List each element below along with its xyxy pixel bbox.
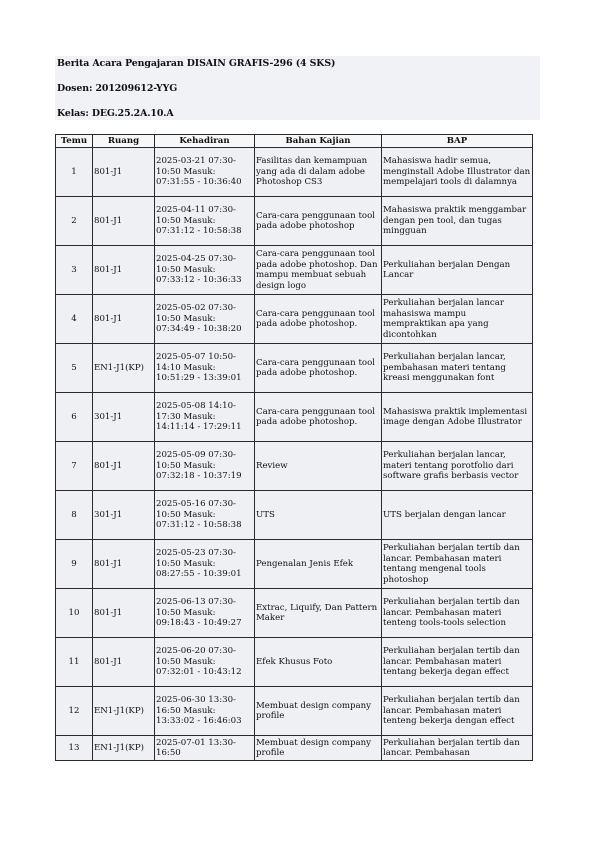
cell-bahan-kajian: Efek Khusus Foto xyxy=(255,638,382,687)
cell-temu: 8 xyxy=(56,491,93,540)
cell-bap: Perkuliahan berjalan lancar mahasiswa mampu mempraktikan apa yang dicontohkan xyxy=(382,295,533,344)
cell-ruang: EN1-J1(KP) xyxy=(93,736,155,761)
table-header-row xyxy=(56,135,533,148)
cell-ruang: 801-J1 xyxy=(93,638,155,687)
cell-bap: Mahasiswa hadir semua, menginstall Adobe Illustrator dan mempelajari tools di dalamnya xyxy=(382,148,533,197)
cell-kehadiran: 2025-04-11 07:30-10:50 Masuk: 07:31:12 - 10:58:38 xyxy=(155,197,255,246)
table-row xyxy=(56,687,533,736)
cell-ruang: 301-J1 xyxy=(93,393,155,442)
table-row xyxy=(56,197,533,246)
cell-kehadiran: 2025-05-16 07:30-10:50 Masuk: 07:31:12 - 10:58:38 xyxy=(155,491,255,540)
table-row xyxy=(56,589,533,638)
cell-bahan-kajian: Membuat design company profile xyxy=(255,736,382,761)
table-row xyxy=(56,344,533,393)
cell-kehadiran: 2025-05-07 10:50-14:10 Masuk: 10:51:29 - 13:39:01 xyxy=(155,344,255,393)
cell-ruang: 801-J1 xyxy=(93,148,155,197)
cell-bahan-kajian: Extrac, Liquify, Dan Pattern Maker xyxy=(255,589,382,638)
cell-bap: Mahasiswa praktik menggambar dengan pen tool, dan tugas mingguan xyxy=(382,197,533,246)
cell-kehadiran: 2025-07-01 13:30-16:50 xyxy=(155,736,255,761)
cell-temu: 7 xyxy=(56,442,93,491)
cell-bap: Perkuliahan berjalan Dengan Lancar xyxy=(382,246,533,295)
cell-bap: Perkuliahan berjalan lancar, materi tentang porotfolio dari software grafis berbasis vector xyxy=(382,442,533,491)
cell-temu: 9 xyxy=(56,540,93,589)
cell-bap: Perkuliahan berjalan tertib dan lancar. Pembahasan xyxy=(382,736,533,761)
cell-kehadiran: 2025-06-20 07:30-10:50 Masuk: 07:32:01 - 10:43:12 xyxy=(155,638,255,687)
cell-kehadiran: 2025-06-30 13:30-16:50 Masuk: 13:33:02 - 16:46:03 xyxy=(155,687,255,736)
cell-bap: UTS berjalan dengan lancar xyxy=(382,491,533,540)
cell-bahan-kajian: UTS xyxy=(255,491,382,540)
column-header-temu: Temu xyxy=(56,135,93,148)
cell-temu: 11 xyxy=(56,638,93,687)
cell-temu: 3 xyxy=(56,246,93,295)
cell-kehadiran: 2025-05-23 07:30-10:50 Masuk: 08:27:55 - 10:39:01 xyxy=(155,540,255,589)
cell-kehadiran: 2025-05-02 07:30-10:50 Masuk: 07:34:49 - 10:38:20 xyxy=(155,295,255,344)
cell-bahan-kajian: Cara-cara penggunaan tool pada adobe photoshop xyxy=(255,197,382,246)
teaching-record-table xyxy=(55,134,533,761)
cell-bahan-kajian: Cara-cara penggunaan tool pada adobe photoshop. xyxy=(255,295,382,344)
table-row xyxy=(56,295,533,344)
table-row xyxy=(56,393,533,442)
cell-ruang: 801-J1 xyxy=(93,589,155,638)
cell-ruang: 801-J1 xyxy=(93,295,155,344)
cell-bap: Perkuliahan berjalan tertib dan lancar. Pembahasan materi tenteng tools-tools selection xyxy=(382,589,533,638)
table-row xyxy=(56,148,533,197)
table-row xyxy=(56,540,533,589)
cell-bahan-kajian: Review xyxy=(255,442,382,491)
cell-bap: Perkuliahan berjalan tertib dan lancar. Pembahasan materi tenteng bekerja dengan effect xyxy=(382,687,533,736)
cell-ruang: 801-J1 xyxy=(93,197,155,246)
cell-ruang: 301-J1 xyxy=(93,491,155,540)
cell-bap: Mahasiswa praktik implementasi image dengan Adobe Illustrator xyxy=(382,393,533,442)
column-header-ruang: Ruang xyxy=(93,135,155,148)
cell-bahan-kajian: Cara-cara penggunaan tool pada adobe photoshop. xyxy=(255,393,382,442)
cell-ruang: 801-J1 xyxy=(93,540,155,589)
cell-bahan-kajian: Cara-cara penggunaan tool pada adobe photoshop. xyxy=(255,344,382,393)
cell-temu: 2 xyxy=(56,197,93,246)
cell-kehadiran: 2025-05-09 07:30-10:50 Masuk: 07:32:18 - 10:37:19 xyxy=(155,442,255,491)
document-title: Berita Acara Pengajaran DISAIN GRAFIS-296 (4 SKS) xyxy=(57,58,336,69)
cell-ruang: 801-J1 xyxy=(93,246,155,295)
cell-bahan-kajian: Membuat design company profile xyxy=(255,687,382,736)
cell-bap: Perkuliahan berjalan tertib dan lancar. Pembahasan materi tentang bekerja degan effect xyxy=(382,638,533,687)
cell-bahan-kajian: Cara-cara penggunaan tool pada adobe photoshop. Dan mampu membuat sebuah design logo xyxy=(255,246,382,295)
cell-temu: 10 xyxy=(56,589,93,638)
table-row xyxy=(56,491,533,540)
cell-kehadiran: 2025-03-21 07:30-10:50 Masuk: 07:31:55 - 10:36:40 xyxy=(155,148,255,197)
column-header-bahan-kajian: Bahan Kajian xyxy=(255,135,382,148)
cell-bap: Perkuliahan berjalan tertib dan lancar. Pembahasan materi tentang mengenal tools photoshop xyxy=(382,540,533,589)
cell-ruang: 801-J1 xyxy=(93,442,155,491)
lecturer-id: Dosen: 201209612-YYG xyxy=(57,83,178,94)
table-row xyxy=(56,246,533,295)
cell-bahan-kajian: Pengenalan Jenis Efek xyxy=(255,540,382,589)
table-row xyxy=(56,638,533,687)
column-header-kehadiran: Kehadiran xyxy=(155,135,255,148)
table-row xyxy=(56,736,533,761)
table-row xyxy=(56,442,533,491)
class-code: Kelas: DEG.25.2A.10.A xyxy=(57,108,174,119)
cell-temu: 4 xyxy=(56,295,93,344)
cell-ruang: EN1-J1(KP) xyxy=(93,687,155,736)
cell-kehadiran: 2025-06-13 07:30-10:50 Masuk: 09:18:43 - 10:49:27 xyxy=(155,589,255,638)
cell-temu: 5 xyxy=(56,344,93,393)
cell-temu: 13 xyxy=(56,736,93,761)
cell-temu: 12 xyxy=(56,687,93,736)
cell-bap: Perkuliahan berjalan lancar, pembahasan materi tentang kreasi menggunakan font xyxy=(382,344,533,393)
cell-temu: 6 xyxy=(56,393,93,442)
cell-bahan-kajian: Fasilitas dan kemampuan yang ada di dalam adobe Photoshop CS3 xyxy=(255,148,382,197)
cell-ruang: EN1-J1(KP) xyxy=(93,344,155,393)
document-header xyxy=(55,56,540,120)
column-header-bap: BAP xyxy=(382,135,533,148)
cell-temu: 1 xyxy=(56,148,93,197)
cell-kehadiran: 2025-04-25 07:30-10:50 Masuk: 07:33:12 - 10:36:33 xyxy=(155,246,255,295)
cell-kehadiran: 2025-05-08 14:10-17:30 Masuk: 14:11:14 - 17:29:11 xyxy=(155,393,255,442)
